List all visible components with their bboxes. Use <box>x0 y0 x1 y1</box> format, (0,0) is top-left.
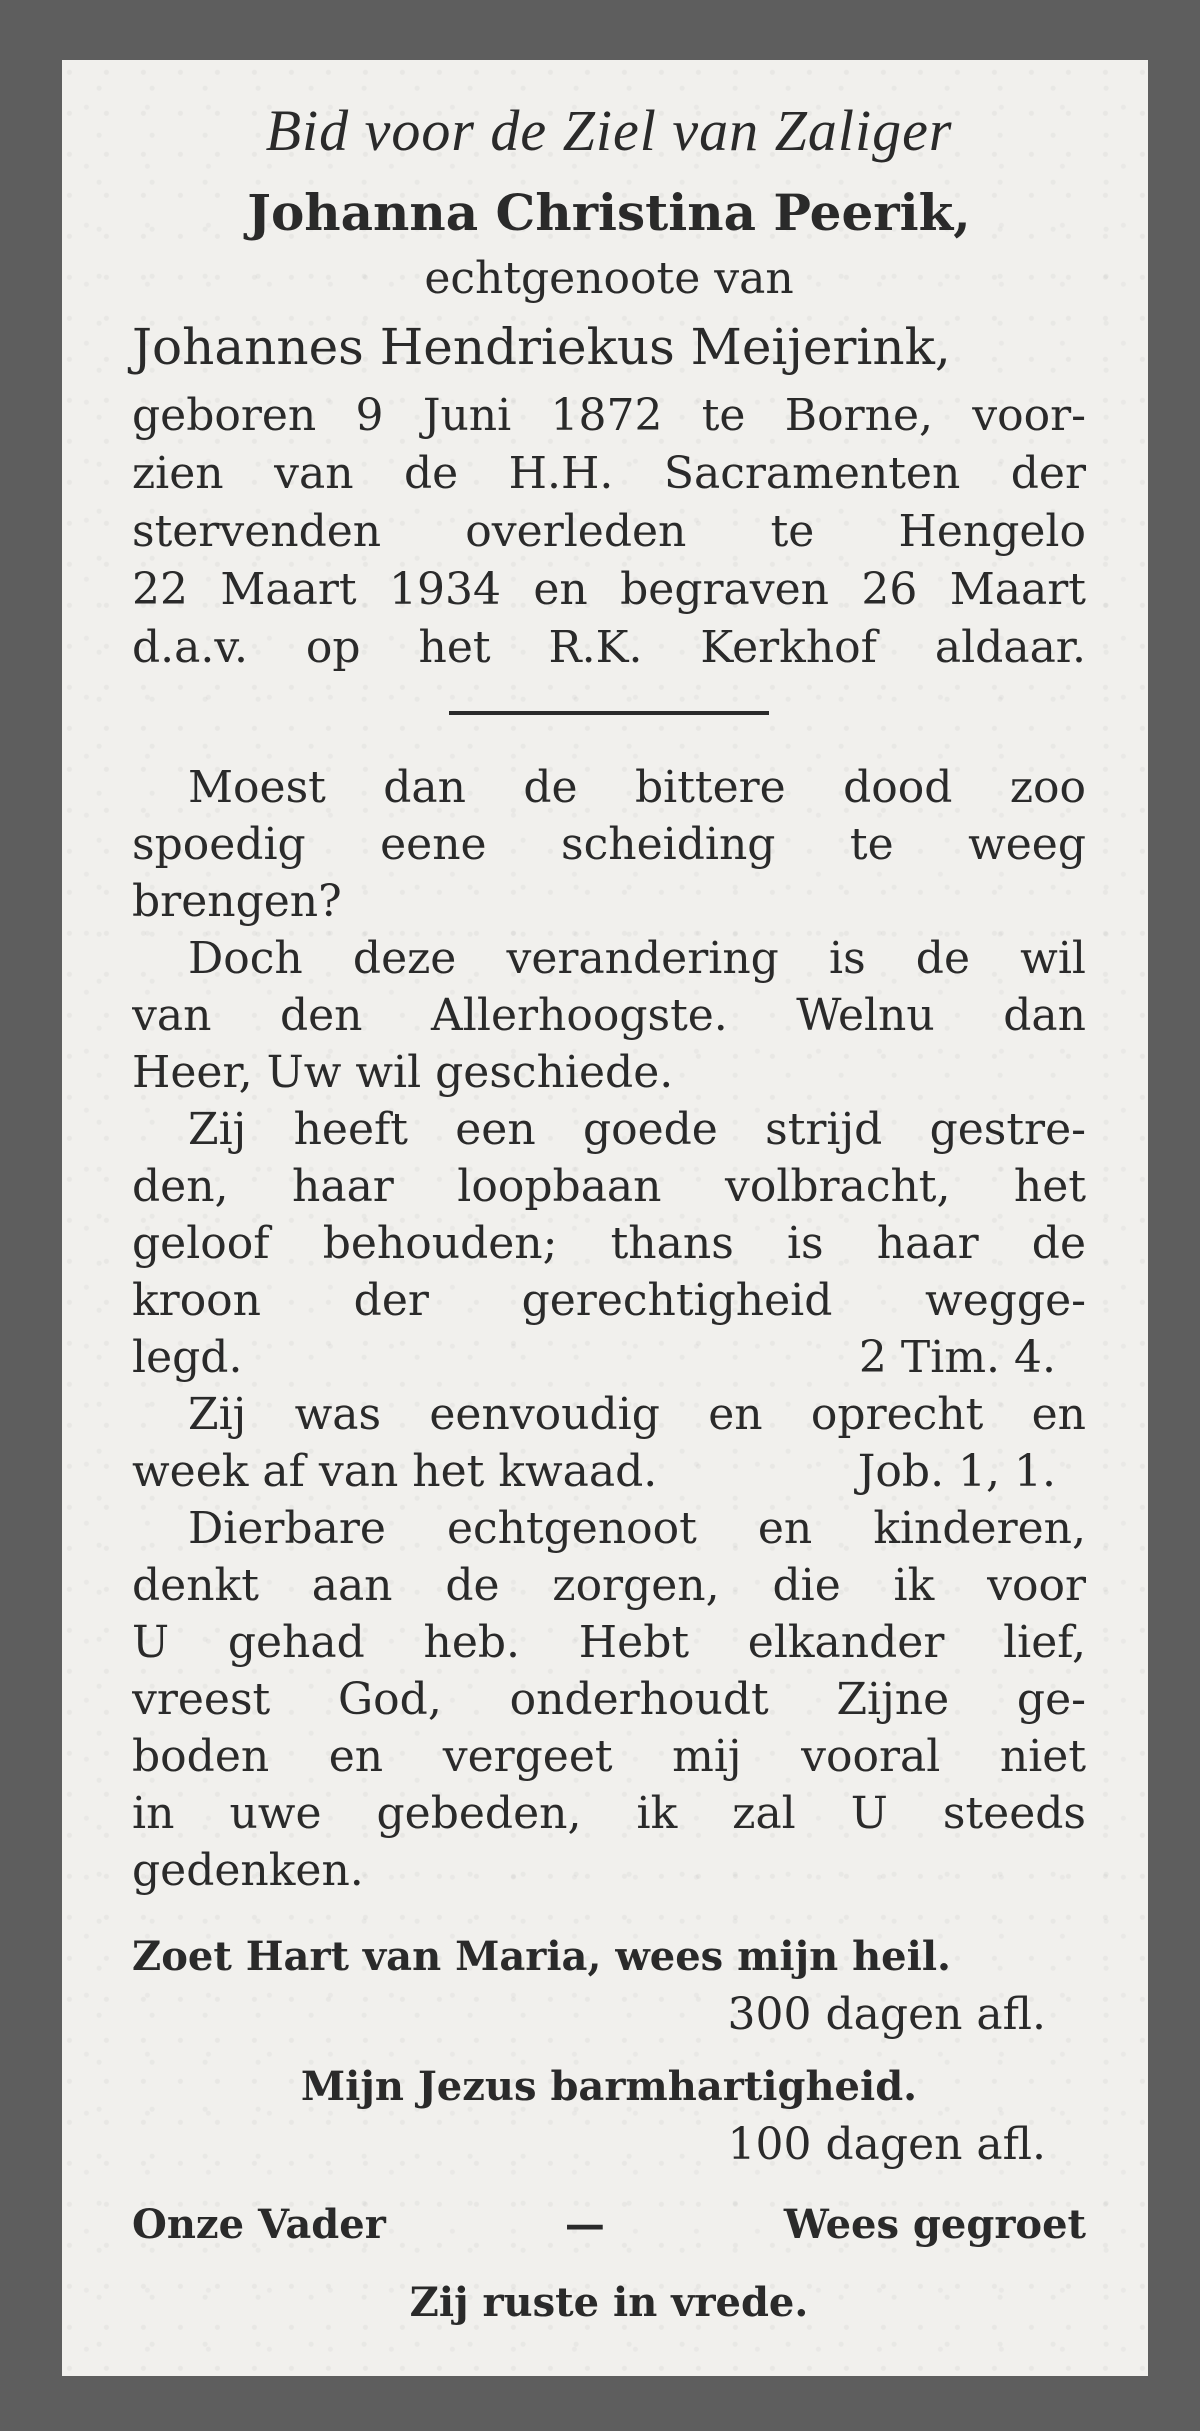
divider-rule <box>449 711 769 715</box>
verse-3 <box>132 1101 1086 1386</box>
verse-text: legd. <box>132 1332 243 1384</box>
verse-line: Zij was eenvoudig en oprecht en <box>188 1389 1086 1441</box>
verse-line: den, haar loopbaan volbracht, het <box>132 1161 1086 1213</box>
verse-line-with-reference <box>132 1329 1086 1386</box>
verse-text: week af van het kwaad. <box>132 1446 658 1498</box>
verse-4 <box>132 1386 1086 1500</box>
verse-line: U gehad heb. Hebt elkander lief, <box>132 1617 1086 1669</box>
verse-line: Dierbare echtgenoot en kinderen, <box>188 1503 1086 1555</box>
verse-line: boden en vergeet mij vooral niet <box>132 1731 1086 1783</box>
verse-line: van den Allerhoogste. Welnu dan <box>132 990 1086 1042</box>
verse-line: gedenken. <box>132 1845 364 1897</box>
bio-line: geboren 9 Juni 1872 te Borne, voor- <box>132 390 1086 442</box>
scripture-reference: 2 Tim. 4. <box>858 1332 1056 1384</box>
verse-line: geloof behouden; thans is haar de <box>132 1218 1086 1270</box>
prayer-hail-mary: Wees gegroet <box>783 2201 1086 2249</box>
verse-1 <box>132 759 1086 930</box>
verse-line: denkt aan de zorgen, die ik voor <box>132 1560 1086 1612</box>
deceased-name: Johanna Christina Peerik, <box>247 182 971 242</box>
prayer-sacred-heart: Zoet Hart van Maria, wees mijn heil. <box>132 1933 951 1981</box>
indulgence-note: 300 dagen afl. <box>727 1989 1046 2041</box>
verse-line: Zij heeft een goede strijd gestre- <box>188 1104 1086 1156</box>
verse-line: vreest God, onderhoudt Zijne ge- <box>132 1674 1086 1726</box>
spouse-label: echtgenoote van <box>424 252 794 304</box>
prayer-our-father: Onze Vader <box>132 2201 386 2249</box>
biography <box>132 387 1086 677</box>
bio-line: d.a.v. op het R.K. Kerkhof aldaar. <box>132 622 1086 674</box>
verse-line: spoedig eene scheiding te weeg <box>132 819 1086 871</box>
rest-in-peace: Zij ruste in vrede. <box>409 2279 809 2327</box>
verse-line-with-reference <box>132 1443 1086 1500</box>
bio-line: stervenden overleden te Hengelo <box>132 506 1086 558</box>
verse-5 <box>132 1500 1086 1899</box>
verse-line: Doch deze verandering is de wil <box>188 933 1086 985</box>
verse-line: kroon der gerechtigheid wegge- <box>132 1275 1086 1327</box>
prayer-jesus-mercy: Mijn Jezus barmhartigheid. <box>300 2063 918 2111</box>
bio-line: 22 Maart 1934 en begraven 26 Maart <box>132 564 1086 616</box>
card-heading: Bid voor de Ziel van Zaliger <box>265 98 953 163</box>
spouse-name: Johannes Hendriekus Meijerink, <box>132 318 951 377</box>
verse-line: Moest dan de bittere dood zoo <box>188 762 1086 814</box>
bio-line: zien van de H.H. Sacramenten der <box>132 448 1086 500</box>
indulgence-note: 100 dagen afl. <box>727 2119 1046 2171</box>
scripture-reference: Job. 1, 1. <box>857 1446 1056 1498</box>
verse-line: in uwe gebeden, ik zal U steeds <box>132 1788 1086 1840</box>
prayer-block <box>132 1927 1086 2333</box>
verse-2 <box>132 930 1086 1101</box>
prayer-dash: — <box>564 2201 605 2249</box>
verse-line: brengen? <box>132 876 342 928</box>
verse-line: Heer, Uw wil geschiede. <box>132 1047 674 1099</box>
card-paper <box>62 60 1148 2376</box>
closing-prayers-row <box>132 2195 1086 2255</box>
